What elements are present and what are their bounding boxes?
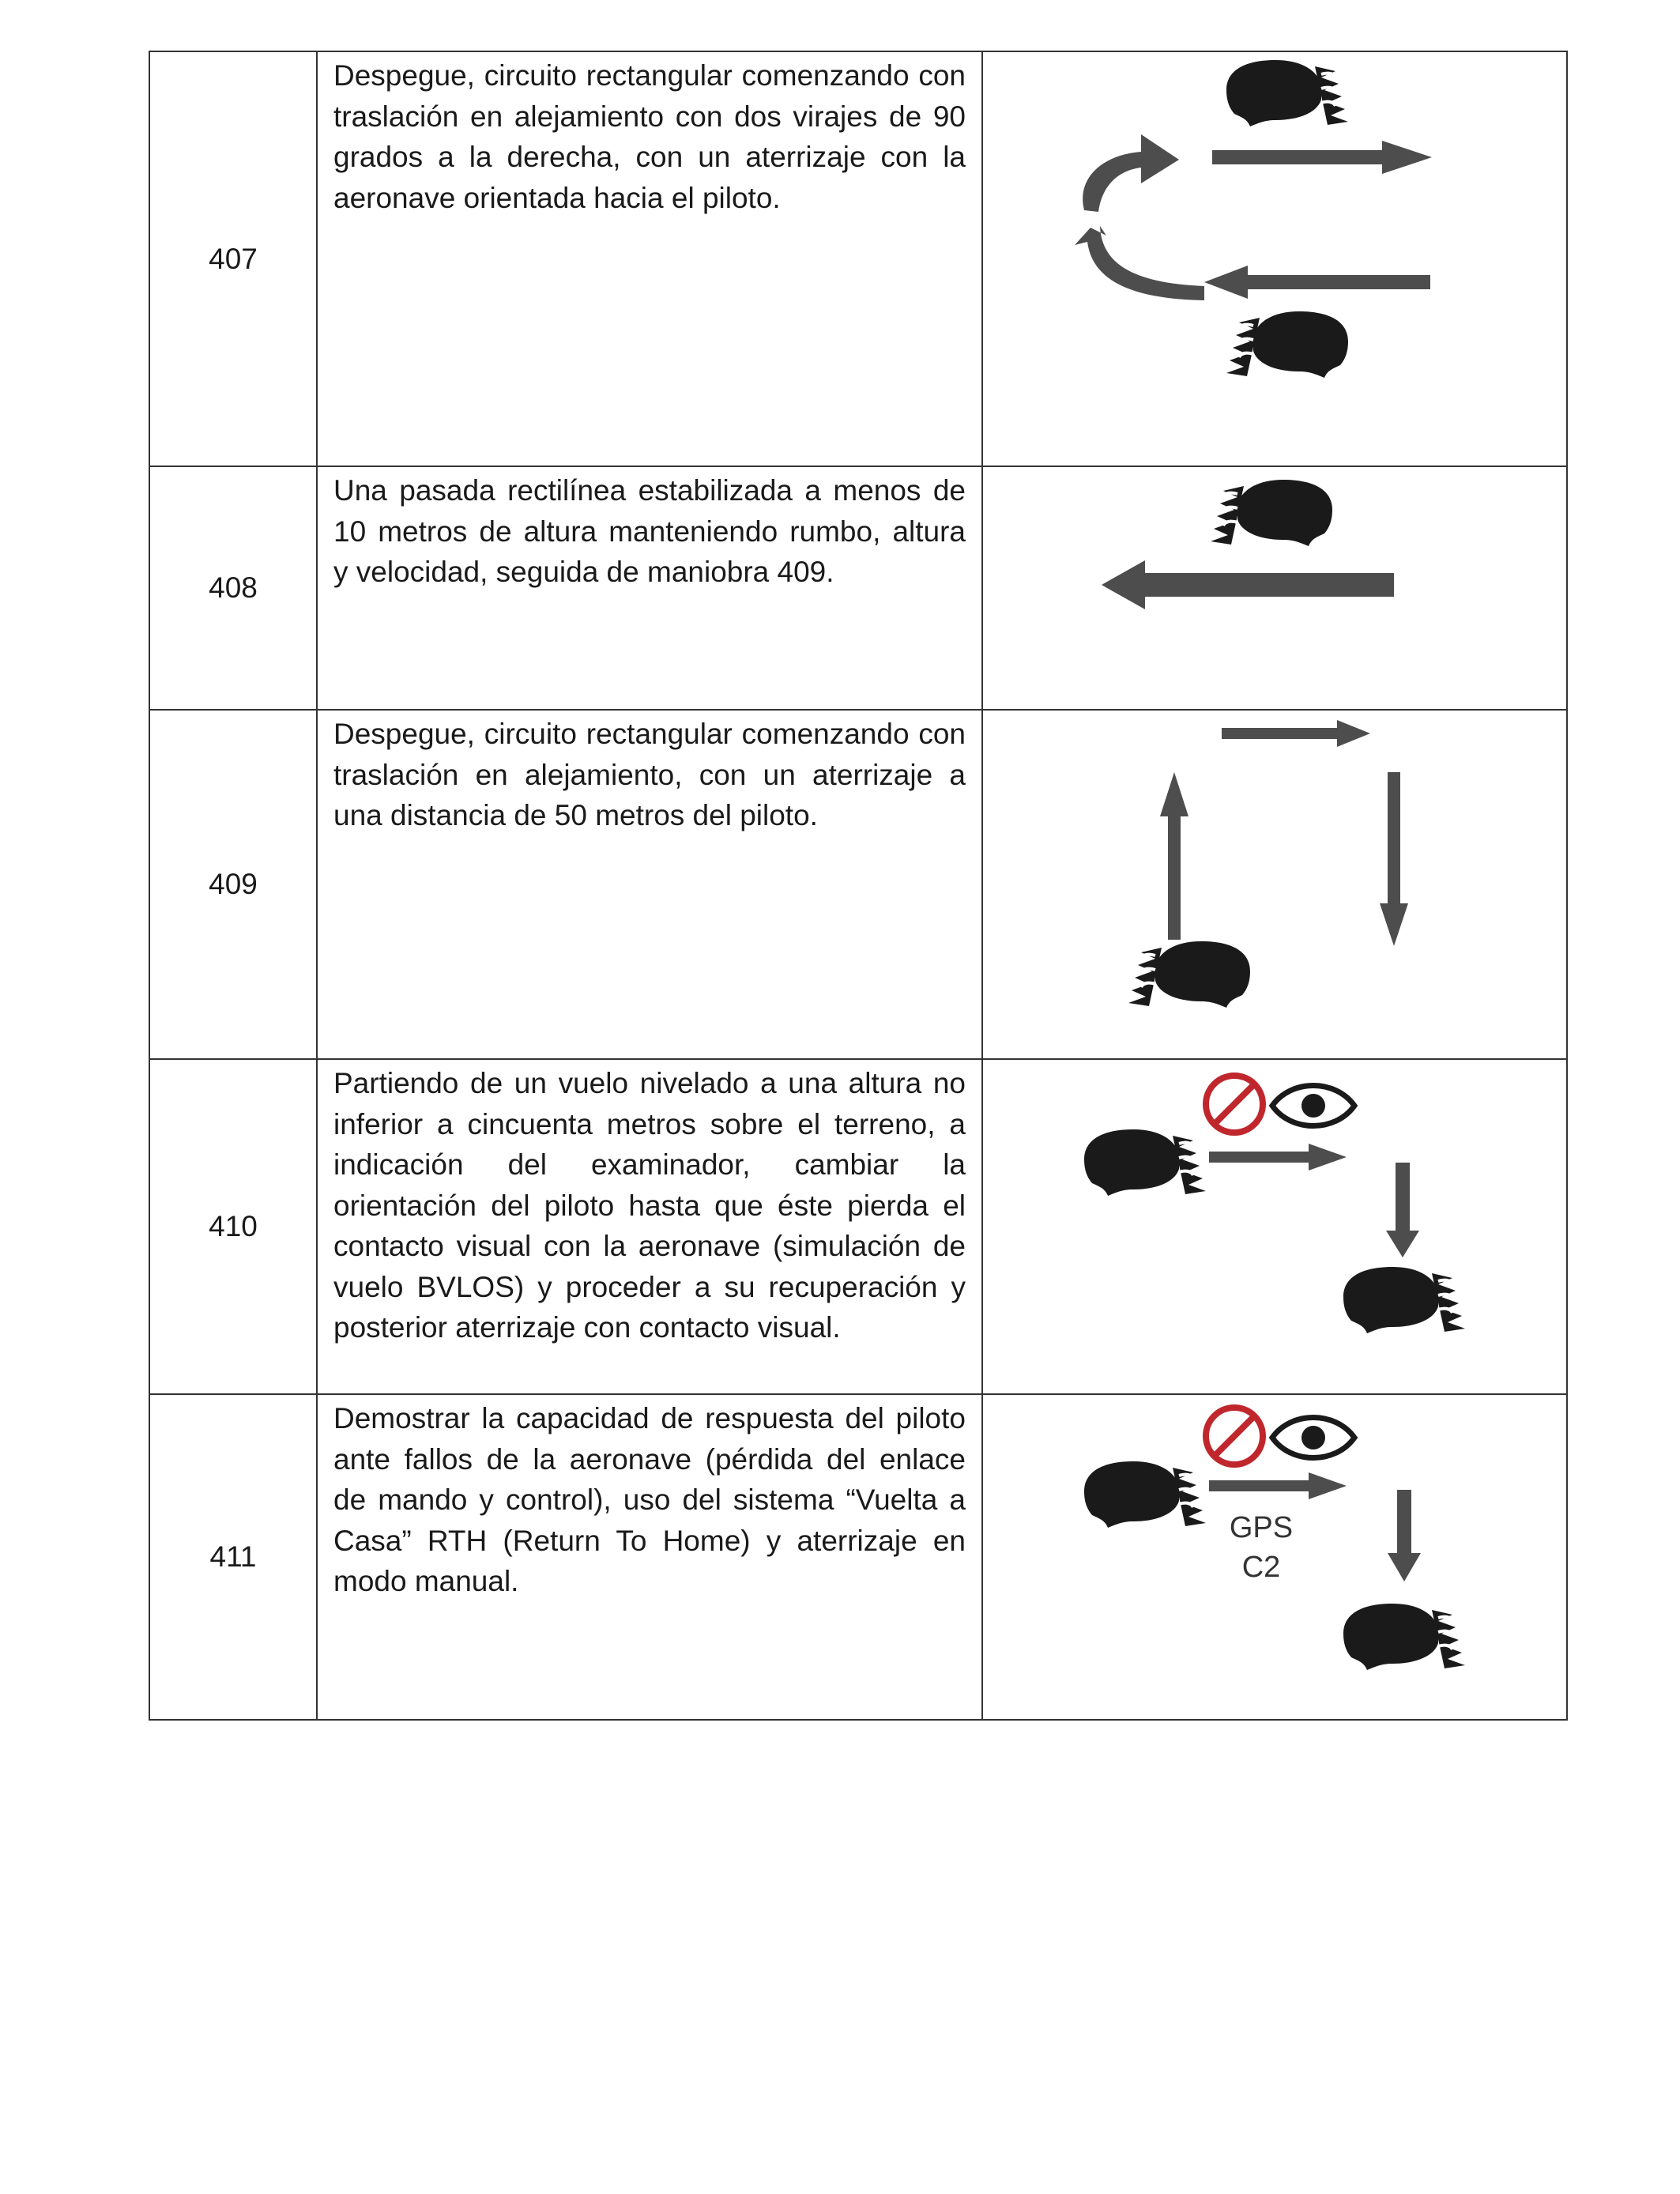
arrow-down-icon xyxy=(1386,1163,1419,1257)
maneuver-figure xyxy=(982,710,1567,1059)
arrow-right-icon xyxy=(1222,720,1370,747)
maneuver-figure xyxy=(982,1394,1567,1720)
arrow-down-icon xyxy=(1380,772,1408,946)
maneuver-figure xyxy=(982,1059,1567,1394)
maneuver-code: 410 xyxy=(149,1059,317,1394)
prohibited-icon xyxy=(1206,1076,1263,1133)
drone-icon xyxy=(1343,1604,1465,1670)
prohibited-icon xyxy=(1206,1408,1263,1465)
drone-icon xyxy=(1343,1267,1465,1333)
maneuver-code: 407 xyxy=(149,51,317,466)
curved-arrow-icon xyxy=(1083,134,1179,212)
maneuver-code: 409 xyxy=(149,710,317,1059)
arrow-right-icon xyxy=(1209,1144,1347,1171)
maneuver-code: 408 xyxy=(149,466,317,710)
maneuvers-table xyxy=(149,51,1568,1721)
drone-icon xyxy=(1226,311,1348,378)
eye-icon xyxy=(1272,1086,1354,1126)
arrow-down-icon xyxy=(1388,1490,1421,1581)
arrow-up-icon xyxy=(1160,772,1188,940)
table-row xyxy=(149,466,1567,710)
arrow-right-icon xyxy=(1212,141,1432,174)
maneuver-figure xyxy=(982,51,1567,466)
drone-icon xyxy=(1226,60,1348,126)
table-row xyxy=(149,1059,1567,1394)
drone-icon xyxy=(1084,1129,1206,1196)
maneuver-description: Despegue, circuito rectangular comenzando con traslación en alejamiento, con un aterrizaje a una distancia de 50 metros del piloto. xyxy=(317,710,982,1059)
curved-arrow-icon xyxy=(1075,226,1204,300)
maneuver-code: 411 xyxy=(149,1394,317,1720)
arrow-left-icon xyxy=(1204,266,1430,299)
table-row xyxy=(149,51,1567,466)
maneuver-description: Demostrar la capacidad de respuesta del piloto ante fallos de la aeronave (pérdida del enlace de mando y control), uso del sistema “Vuelta a Casa” RTH (Return To Home) y aterrizaje en modo manual. xyxy=(317,1394,982,1720)
arrow-right-icon xyxy=(1209,1472,1347,1499)
c2-label: C2 xyxy=(1241,1551,1281,1584)
arrow-left-icon xyxy=(1102,560,1394,609)
table-row xyxy=(149,710,1567,1059)
gps-label: GPS xyxy=(1229,1511,1294,1544)
drone-icon xyxy=(1211,480,1332,546)
maneuver-description: Despegue, circuito rectangular comenzando con traslación en alejamiento con dos virajes de 90 grados a la derecha, con un aterrizaje con la aeronave orientada hacia el piloto. xyxy=(317,51,982,466)
maneuver-description: Una pasada rectilínea estabilizada a menos de 10 metros de altura manteniendo rumbo, altura y velocidad, seguida de maniobra 409. xyxy=(317,466,982,710)
drone-icon xyxy=(1084,1461,1206,1528)
eye-icon xyxy=(1272,1418,1354,1458)
drone-icon xyxy=(1128,941,1250,1008)
maneuver-figure xyxy=(982,466,1567,710)
maneuver-description: Partiendo de un vuelo nivelado a una altura no inferior a cincuenta metros sobre el terreno, a indicación del examinador, cambiar la orientación del piloto hasta que éste pierda el contacto visual con la aeronave (simulación de vuelo BVLOS) y proceder a su recuperación y posterior aterrizaje con contacto visual. xyxy=(317,1059,982,1394)
table-row xyxy=(149,1394,1567,1720)
